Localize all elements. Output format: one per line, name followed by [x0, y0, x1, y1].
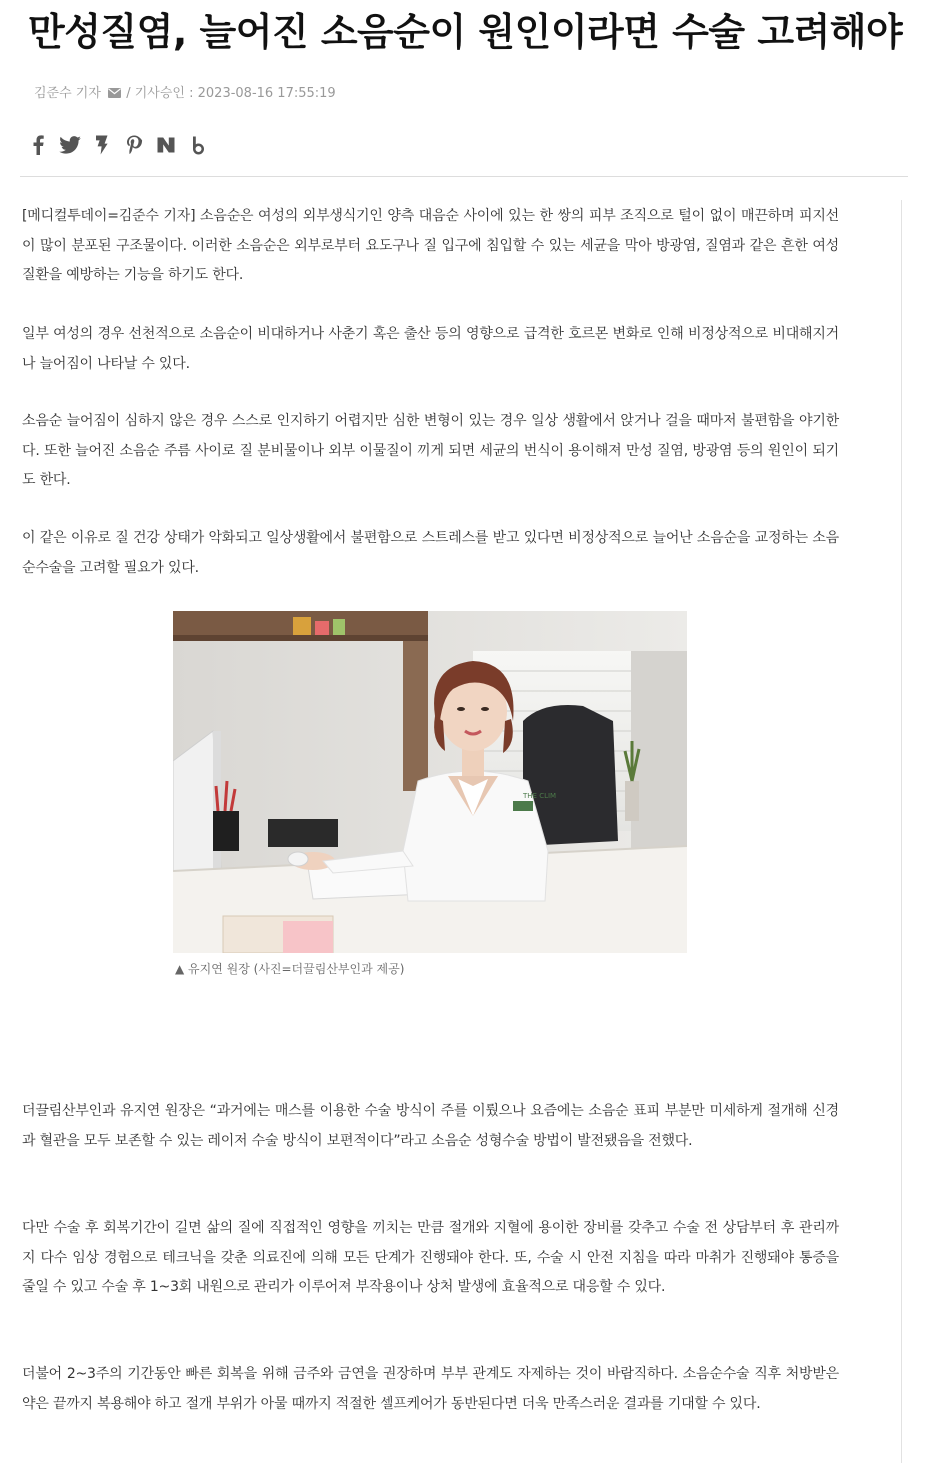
- approved-label: 기사승인 :: [134, 86, 198, 101]
- doctor-photo[interactable]: [173, 611, 687, 953]
- reporter-name[interactable]: 김준수 기자: [34, 86, 101, 101]
- sidebar-divider: [901, 200, 902, 1463]
- share-bar: [26, 133, 218, 157]
- approved-datetime: 2023-08-16 17:55:19: [197, 86, 336, 101]
- article-paragraph: 더불어 2~3주의 기간동안 빠른 회복을 위해 금주와 금연을 권장하며 부부 관계도 자제하는 것이 바람직하다. 소음순수술 직후 처방받은 약은 끝까지 복용해야 하고 절개 부위가 아물 때까지 적절한 셀프케어가 동반된다면 더욱 만족스러운 결과를 기대할 수 있다.: [22, 1366, 839, 1412]
- naver-icon[interactable]: [154, 133, 178, 157]
- header-divider: [20, 176, 908, 177]
- byline-separator: /: [126, 86, 135, 101]
- photo-caption: ▲ 유지연 원장 (사진=더끌림산부인과 제공): [175, 962, 405, 976]
- article-headline: 만성질염, 늘어진 소음순이 원인이라면 수술 고려해야: [28, 10, 903, 54]
- article-paragraph: [메디컬투데이=김준수 기자] 소음순은 여성의 외부생식기인 양측 대음순 사이에 있는 한 쌍의 피부 조직으로 털이 없이 매끈하며 피지선이 많이 분포된 구조물이다. 이러한 소음순은 외부로부터 요도구나 질 입구에 침입할 수 있는 세균을 막아 방광염, 질염과 같은 흔한 여성 질환을 예방하는 기능을 하기도 한다.: [22, 208, 839, 283]
- article-paragraph: 소음순 늘어짐이 심하지 않은 경우 스스로 인지하기 어렵지만 심한 변형이 있는 경우 일상 생활에서 앉거나 걸을 때마저 불편함을 야기한다. 또한 늘어진 소음순 주름 사이로 질 분비물이나 외부 이물질이 끼게 되면 세균의 번식이 용이해져 만성 질염, 방광염 등의 원인이 되기도 한다.: [22, 413, 839, 488]
- band-icon[interactable]: [186, 133, 210, 157]
- byline: [34, 82, 336, 101]
- article-paragraph: 다만 수술 후 회복기간이 길면 삶의 질에 직접적인 영향을 끼치는 만큼 절개와 지혈에 용이한 장비를 갖추고 수술 전 상담부터 후 관리까지 다수 임상 경험으로 테크닉을 갖춘 의료진에 의해 모든 단계가 진행돼야 한다. 또, 수술 시 안전 지침을 따라 마취가 진행돼야 통증을 줄일 수 있고 수술 후 1~3회 내원으로 관리가 이루어져 부작용이나 상처 발생에 효율적으로 대응할 수 있다.: [22, 1220, 839, 1295]
- article-paragraph: 더끌림산부인과 유지연 원장은 “과거에는 매스를 이용한 수술 방식이 주를 이뤘으나 요즘에는 소음순 표피 부분만 미세하게 절개해 신경과 혈관을 모두 보존할 수 있는 레이저 수술 방식이 보편적이다”라고 소음순 성형수술 방법이 발전됐음을 전했다.: [22, 1103, 839, 1149]
- coat-badge: THE CLIM: [523, 792, 557, 800]
- kakaostory-icon[interactable]: [90, 133, 114, 157]
- article-paragraph: 일부 여성의 경우 선천적으로 소음순이 비대하거나 사춘기 혹은 출산 등의 영향으로 급격한 호르몬 변화로 인해 비정상적으로 비대해지거나 늘어짐이 나타날 수 있다.: [22, 326, 839, 372]
- mail-icon[interactable]: [108, 88, 121, 98]
- facebook-icon[interactable]: [26, 133, 50, 157]
- article-paragraph: 이 같은 이유로 질 건강 상태가 악화되고 일상생활에서 불편함으로 스트레스를 받고 있다면 비정상적으로 늘어난 소음순을 교정하는 소음순수술을 고려할 필요가 있다.: [22, 530, 839, 576]
- twitter-icon[interactable]: [58, 133, 82, 157]
- pinterest-icon[interactable]: [122, 133, 146, 157]
